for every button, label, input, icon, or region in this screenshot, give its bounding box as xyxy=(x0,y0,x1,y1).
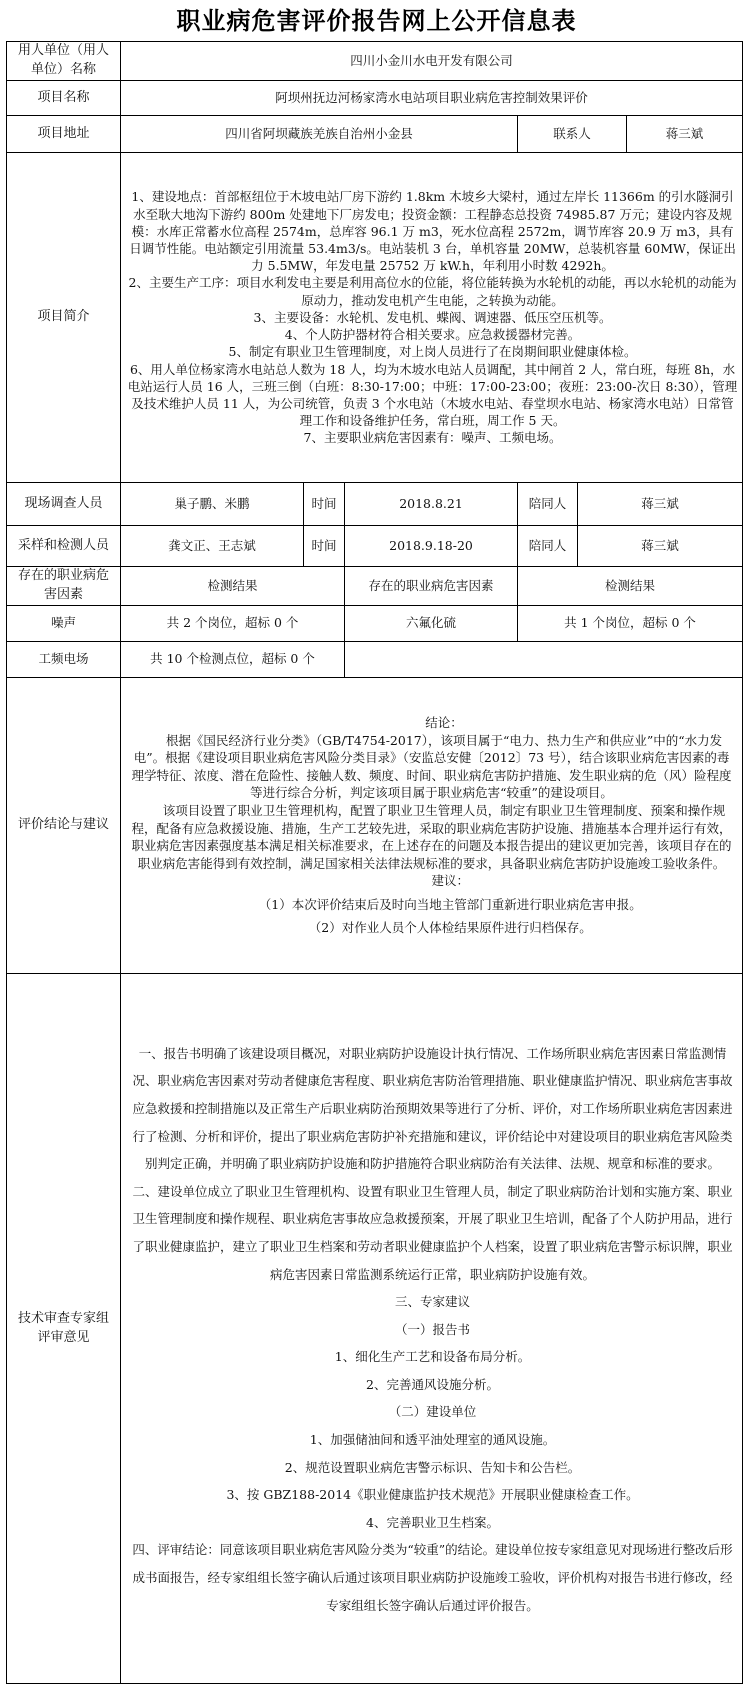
hazard-col-label: 存在的职业病危害因素 xyxy=(7,567,121,606)
survey-label: 现场调查人员 xyxy=(7,483,121,526)
result-col-label: 检测结果 xyxy=(121,567,345,606)
sampling-people: 龚文正、王志斌 xyxy=(121,526,304,567)
review-line: 一、报告书明确了该建设项目概况，对职业病防护设施设计执行情况、工作场所职业病危害因素日常监测情况、职业病危害因素对劳动者健康危害程度、职业病危害防治管理措施、职业健康监护情况、职业病危害事故应急救援和控制措施以及正常生产后职业病防治预期效果等进行了分析、评价，对工作场所职业病危害因素进行了检测、分析和评价，提出了职业病危害防护补充措施和建议，评价结论中对建设项目的职业病危害风险类别判定正确，并明确了职业病防护设施和防护措施符合职业病防治有关法律、法规、规章和标准的要求。 xyxy=(132,1045,733,1172)
evaluation-row xyxy=(7,678,743,974)
project-name-label: 项目名称 xyxy=(7,81,121,116)
evaluation-label: 评价结论与建议 xyxy=(7,678,121,974)
review-label: 技术审查专家组评审意见 xyxy=(7,974,121,1684)
project-name-row xyxy=(7,81,743,116)
review-line: 1、细化生产工艺和设备布局分析。 xyxy=(334,1349,531,1365)
intro-paragraph: 7、主要职业病危害因素有：噪声、工频电场。 xyxy=(303,430,562,446)
intro-paragraph: 6、用人单位杨家湾水电站总人数为 18 人，均为木坡水电站人员调配，其中闸首 2 人，常白班，每班 8h，水电站运行人员 16 人，三班三倒（白班：8:30-17:00；中班：17:00-23:00；夜班：23:00-次日 8:30），管理及技术维护人员 11 人，为公司统管，负责 3 个水电站（木坡水电站、春堂坝水电站、杨家湾水电站）日常管理工作和设备维护任务，常白班，周工作 5 天。 xyxy=(127,361,738,429)
hazard-header-row xyxy=(7,567,743,606)
review-line: 4、完善职业卫生档案。 xyxy=(366,1514,500,1530)
survey-people: 巢子鹏、米鹏 xyxy=(121,483,304,526)
intro-row xyxy=(7,153,743,483)
survey-time: 2018.8.21 xyxy=(345,483,518,526)
sampling-time: 2018.9.18-20 xyxy=(345,526,518,567)
intro-label: 项目简介 xyxy=(7,153,121,483)
hazard-col-label-2: 存在的职业病危害因素 xyxy=(345,567,518,606)
info-table xyxy=(6,41,743,1684)
sampling-escort: 蒋三斌 xyxy=(578,526,743,567)
evaluation-content xyxy=(121,678,743,974)
employer-label: 用人单位（用人单位）名称 xyxy=(7,42,121,81)
intro-paragraph: 3、主要设备：水轮机、发电机、蝶阀、调速器、低压空压机等。 xyxy=(253,309,612,325)
page-title: 职业病危害评价报告网上公开信息表 xyxy=(176,7,577,35)
intro-paragraph: 2、主要生产工序：项目水利发电主要是利用高位水的位能，将位能转换为水轮机的动能，再以水轮机的动能为原动力，推动发电机产生电能，之转换为动能。 xyxy=(128,275,737,308)
project-address-value: 四川省阿坝藏族羌族自治州小金县 xyxy=(121,116,518,153)
hazard-row xyxy=(7,642,743,678)
survey-escort-label: 陪同人 xyxy=(518,483,578,526)
project-address-label: 项目地址 xyxy=(7,116,121,153)
hazard-result: 共 10 个检测点位，超标 0 个 xyxy=(121,642,345,678)
project-name-value: 阿坝州抚边河杨家湾水电站项目职业病危害控制效果评价 xyxy=(121,81,743,116)
hazard-factor: 工频电场 xyxy=(7,642,121,678)
contact-value: 蒋三斌 xyxy=(627,116,743,153)
evaluation-paragraph: 该项目设置了职业卫生管理机构，配置了职业卫生管理人员，制定有职业卫生管理制度、预案和操作规程，配备有应急救援设施、措施，生产工艺较先进，采取的职业病危害防护设施、措施基本合理并运行有效，职业病危害因素强度基本满足相关标准要求，在上述存在的问题及本报告提出的建议更加完善，该项目存在的职业病危害能得到有效控制，满足国家相关法律法规标准的要求，具备职业病危害防护设施竣工验收条件。 xyxy=(131,802,732,871)
survey-escort: 蒋三斌 xyxy=(578,483,743,526)
suggestion-heading: 建议： xyxy=(431,873,470,889)
suggestion-item: （2）对作业人员个人体检结果原件进行归档保存。 xyxy=(308,920,592,936)
review-line: 三、专家建议 xyxy=(395,1294,471,1310)
evaluation-paragraph: 根据《国民经济行业分类》（GB/T4754-2017），该项目属于“电力、热力生产和供应业”中的“水力发电”。根据《建设项目职业病危害风险分类目录》（安监总安健〔2012〕73 号），结合该职业病危害因素的毒理学特征、浓度、潜在危险性、接触人数、频度、时间、职业病危害防护措施、发生职业病的危（风）险程度等进行综合分析，判定该项目属于职业病危害“较重”的建设项目。 xyxy=(131,732,732,801)
review-line: （一）报告书 xyxy=(395,1321,471,1337)
hazard-result-2: 共 1 个岗位，超标 0 个 xyxy=(518,606,743,642)
review-line: 1、加强储油间和透平油处理室的通风设施。 xyxy=(309,1432,556,1448)
hazard-factor: 噪声 xyxy=(7,606,121,642)
intro-paragraph: 1、建设地点：首部枢纽位于木坡电站厂房下游约 1.8km 木坡乡大梁村，通过左岸长 11366m 的引水隧洞引水至耿大地沟下游约 800m 处建地下厂房发电；投资金额：工程静态总投资 74985.87 万元；建设内容及规模：水库正常蓄水位高程 2574m，总库容 96.1 万 m3，死水位高程 2572m，调节库容 20.9 万 m3，具有日调节性能。电站额定引用流量 53.4m3/s。电站装机 3 台，单机容量 20MW，总装机容量 60MW，保证出力 5.5MW，年发电量 25752 万 kW.h，年利用小时数 4292h。 xyxy=(129,189,736,274)
review-content xyxy=(121,974,743,1684)
survey-row xyxy=(7,483,743,526)
review-line: 四、评审结论：同意该项目职业病危害风险分类为“较重”的结论。建设单位按专家组意见对现场进行整改后形成书面报告，经专家组组长签字确认后通过该项目职业病防护设施竣工验收，评价机构对报告书进行修改，经专家组组长签字确认后通过评价报告。 xyxy=(132,1542,733,1613)
review-row xyxy=(7,974,743,1684)
intro-paragraph: 5、制定有职业卫生管理制度，对上岗人员进行了在岗期间职业健康体检。 xyxy=(228,344,637,360)
hazard-result: 共 2 个岗位，超标 0 个 xyxy=(121,606,345,642)
review-line: 2、规范设置职业病危害警示标识、告知卡和公告栏。 xyxy=(284,1459,581,1475)
sampling-escort-label: 陪同人 xyxy=(518,526,578,567)
result-col-label-2: 检测结果 xyxy=(518,567,743,606)
hazard-row xyxy=(7,606,743,642)
review-line: 3、按 GBZ188-2014《职业健康监护技术规范》开展职业健康检查工作。 xyxy=(226,1487,639,1503)
suggestion-item: （1）本次评价结束后及时向当地主管部门重新进行职业病危害申报。 xyxy=(258,896,642,912)
project-address-row xyxy=(7,116,743,153)
review-line: 二、建设单位成立了职业卫生管理机构、设置有职业卫生管理人员，制定了职业病防治计划和实施方案、职业卫生管理制度和操作规程、职业病危害事故应急救援预案，开展了职业卫生培训，配备了个人防护用品，进行了职业健康监护，建立了职业卫生档案和劳动者职业健康监护个人档案，设置了职业病危害警示标识牌，职业病危害因素日常监测系统运行正常，职业病防护设施有效。 xyxy=(132,1183,733,1282)
intro-content xyxy=(121,153,743,483)
sampling-label: 采样和检测人员 xyxy=(7,526,121,567)
sampling-row xyxy=(7,526,743,567)
hazard-factor-2: 六氟化硫 xyxy=(345,606,518,642)
employer-row xyxy=(7,42,743,81)
review-line: 2、完善通风设施分析。 xyxy=(366,1376,500,1392)
review-line: （二）建设单位 xyxy=(388,1404,477,1420)
intro-paragraph: 4、个人防护器材符合相关要求。应急救援器材完善。 xyxy=(284,327,581,343)
survey-time-label: 时间 xyxy=(304,483,345,526)
hazard-empty-cell xyxy=(345,642,743,678)
evaluation-heading: 结论： xyxy=(425,714,463,730)
contact-label: 联系人 xyxy=(518,116,627,153)
sampling-time-label: 时间 xyxy=(304,526,345,567)
employer-value: 四川小金川水电开发有限公司 xyxy=(121,42,743,81)
